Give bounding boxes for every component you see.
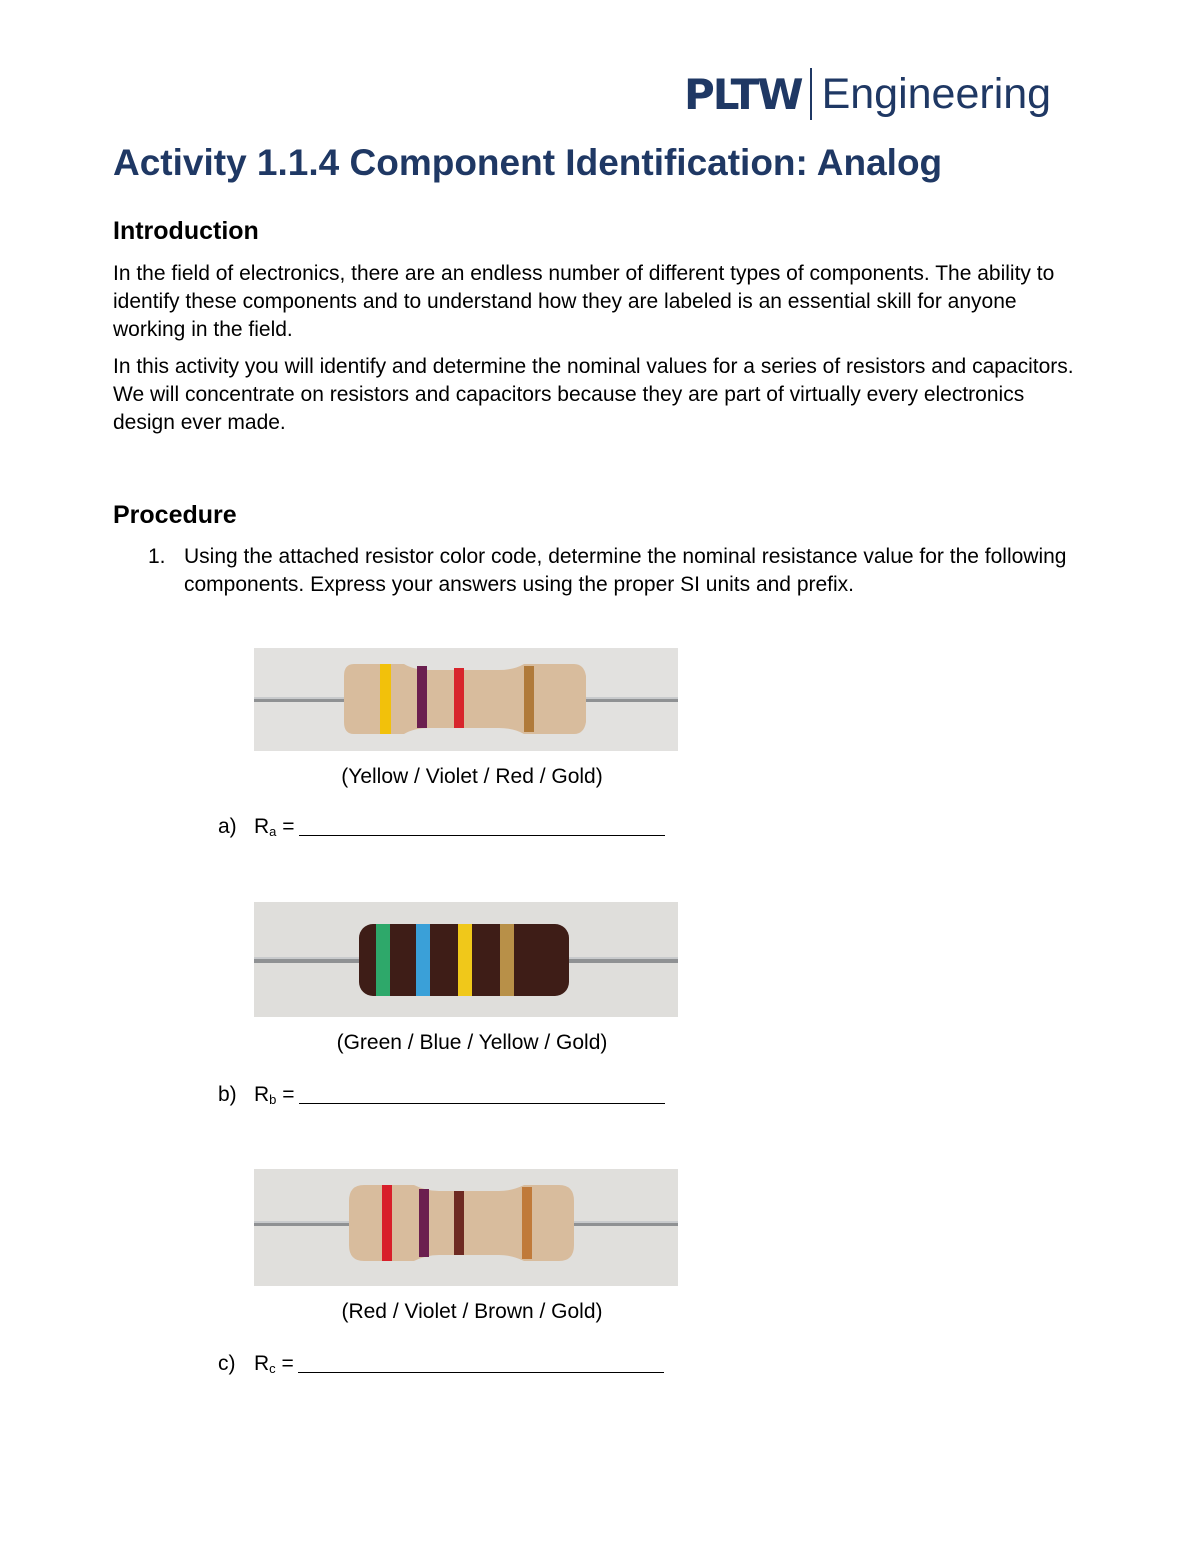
logo-product: Engineering <box>821 69 1052 118</box>
introduction-paragraph-1: In the field of electronics, there are an endless number of different types of components. The ability to identify these components and to understand how they are labeled is an essential skill for anyone working in the field. <box>113 262 1055 341</box>
answer-blank-a[interactable] <box>299 815 665 836</box>
step-text: Using the attached resistor color code, determine the nominal resistance value for the following components. Express your answers using the proper SI units and prefix. <box>184 545 1067 596</box>
procedure-heading: Procedure <box>113 501 237 529</box>
resistor-c-band-2 <box>419 1189 429 1257</box>
resistor-b-band-4 <box>500 924 514 996</box>
answer-label: Rc = <box>254 1352 294 1376</box>
resistor-b-caption: (Green / Blue / Yellow / Gold) <box>336 1031 608 1054</box>
resistor-a-band-1 <box>380 664 391 734</box>
resistor-b-band-3 <box>458 924 472 996</box>
resistor-a-band-3 <box>454 668 464 728</box>
resistor-c-band-3 <box>454 1191 464 1255</box>
resistor-b-photo <box>254 902 678 1017</box>
resistor-c-band-1 <box>382 1185 392 1261</box>
answer-letter: a) <box>218 815 237 838</box>
document-title: Activity 1.1.4 Component Identification: Analog <box>113 142 943 183</box>
answer-row-a <box>218 815 665 839</box>
resistor-c-photo <box>254 1169 678 1286</box>
step-number: 1. <box>148 545 166 568</box>
resistor-b-band-1 <box>376 924 390 996</box>
answer-blank-b[interactable] <box>299 1083 665 1104</box>
resistor-a-photo <box>254 648 678 751</box>
logo-brand: PLTW <box>684 69 802 119</box>
resistor-a-caption: (Yellow / Violet / Red / Gold) <box>341 765 603 788</box>
resistor-c-band-4 <box>522 1187 532 1259</box>
resistor-c-caption: (Red / Violet / Brown / Gold) <box>341 1300 603 1323</box>
logo-divider <box>810 68 812 120</box>
procedure-step-1 <box>148 543 1098 599</box>
answer-letter: c) <box>218 1352 236 1375</box>
introduction-heading: Introduction <box>113 217 259 245</box>
answer-label: Rb = <box>254 1083 295 1107</box>
resistor-a-band-2 <box>417 666 427 728</box>
answer-label: Ra = <box>254 815 295 839</box>
pltw-engineering-logo <box>684 68 1051 120</box>
answer-row-c <box>218 1352 664 1376</box>
answer-row-b <box>218 1083 665 1107</box>
resistor-a-band-4 <box>524 666 534 732</box>
answer-letter: b) <box>218 1083 237 1106</box>
resistor-b-band-2 <box>416 924 430 996</box>
introduction-paragraph-2: In this activity you will identify and determine the nominal values for a series of resistors and capacitors. We will concentrate on resistors and capacitors because they are part of virtually every electronics design ever made. <box>113 355 1074 434</box>
answer-blank-c[interactable] <box>298 1352 664 1373</box>
